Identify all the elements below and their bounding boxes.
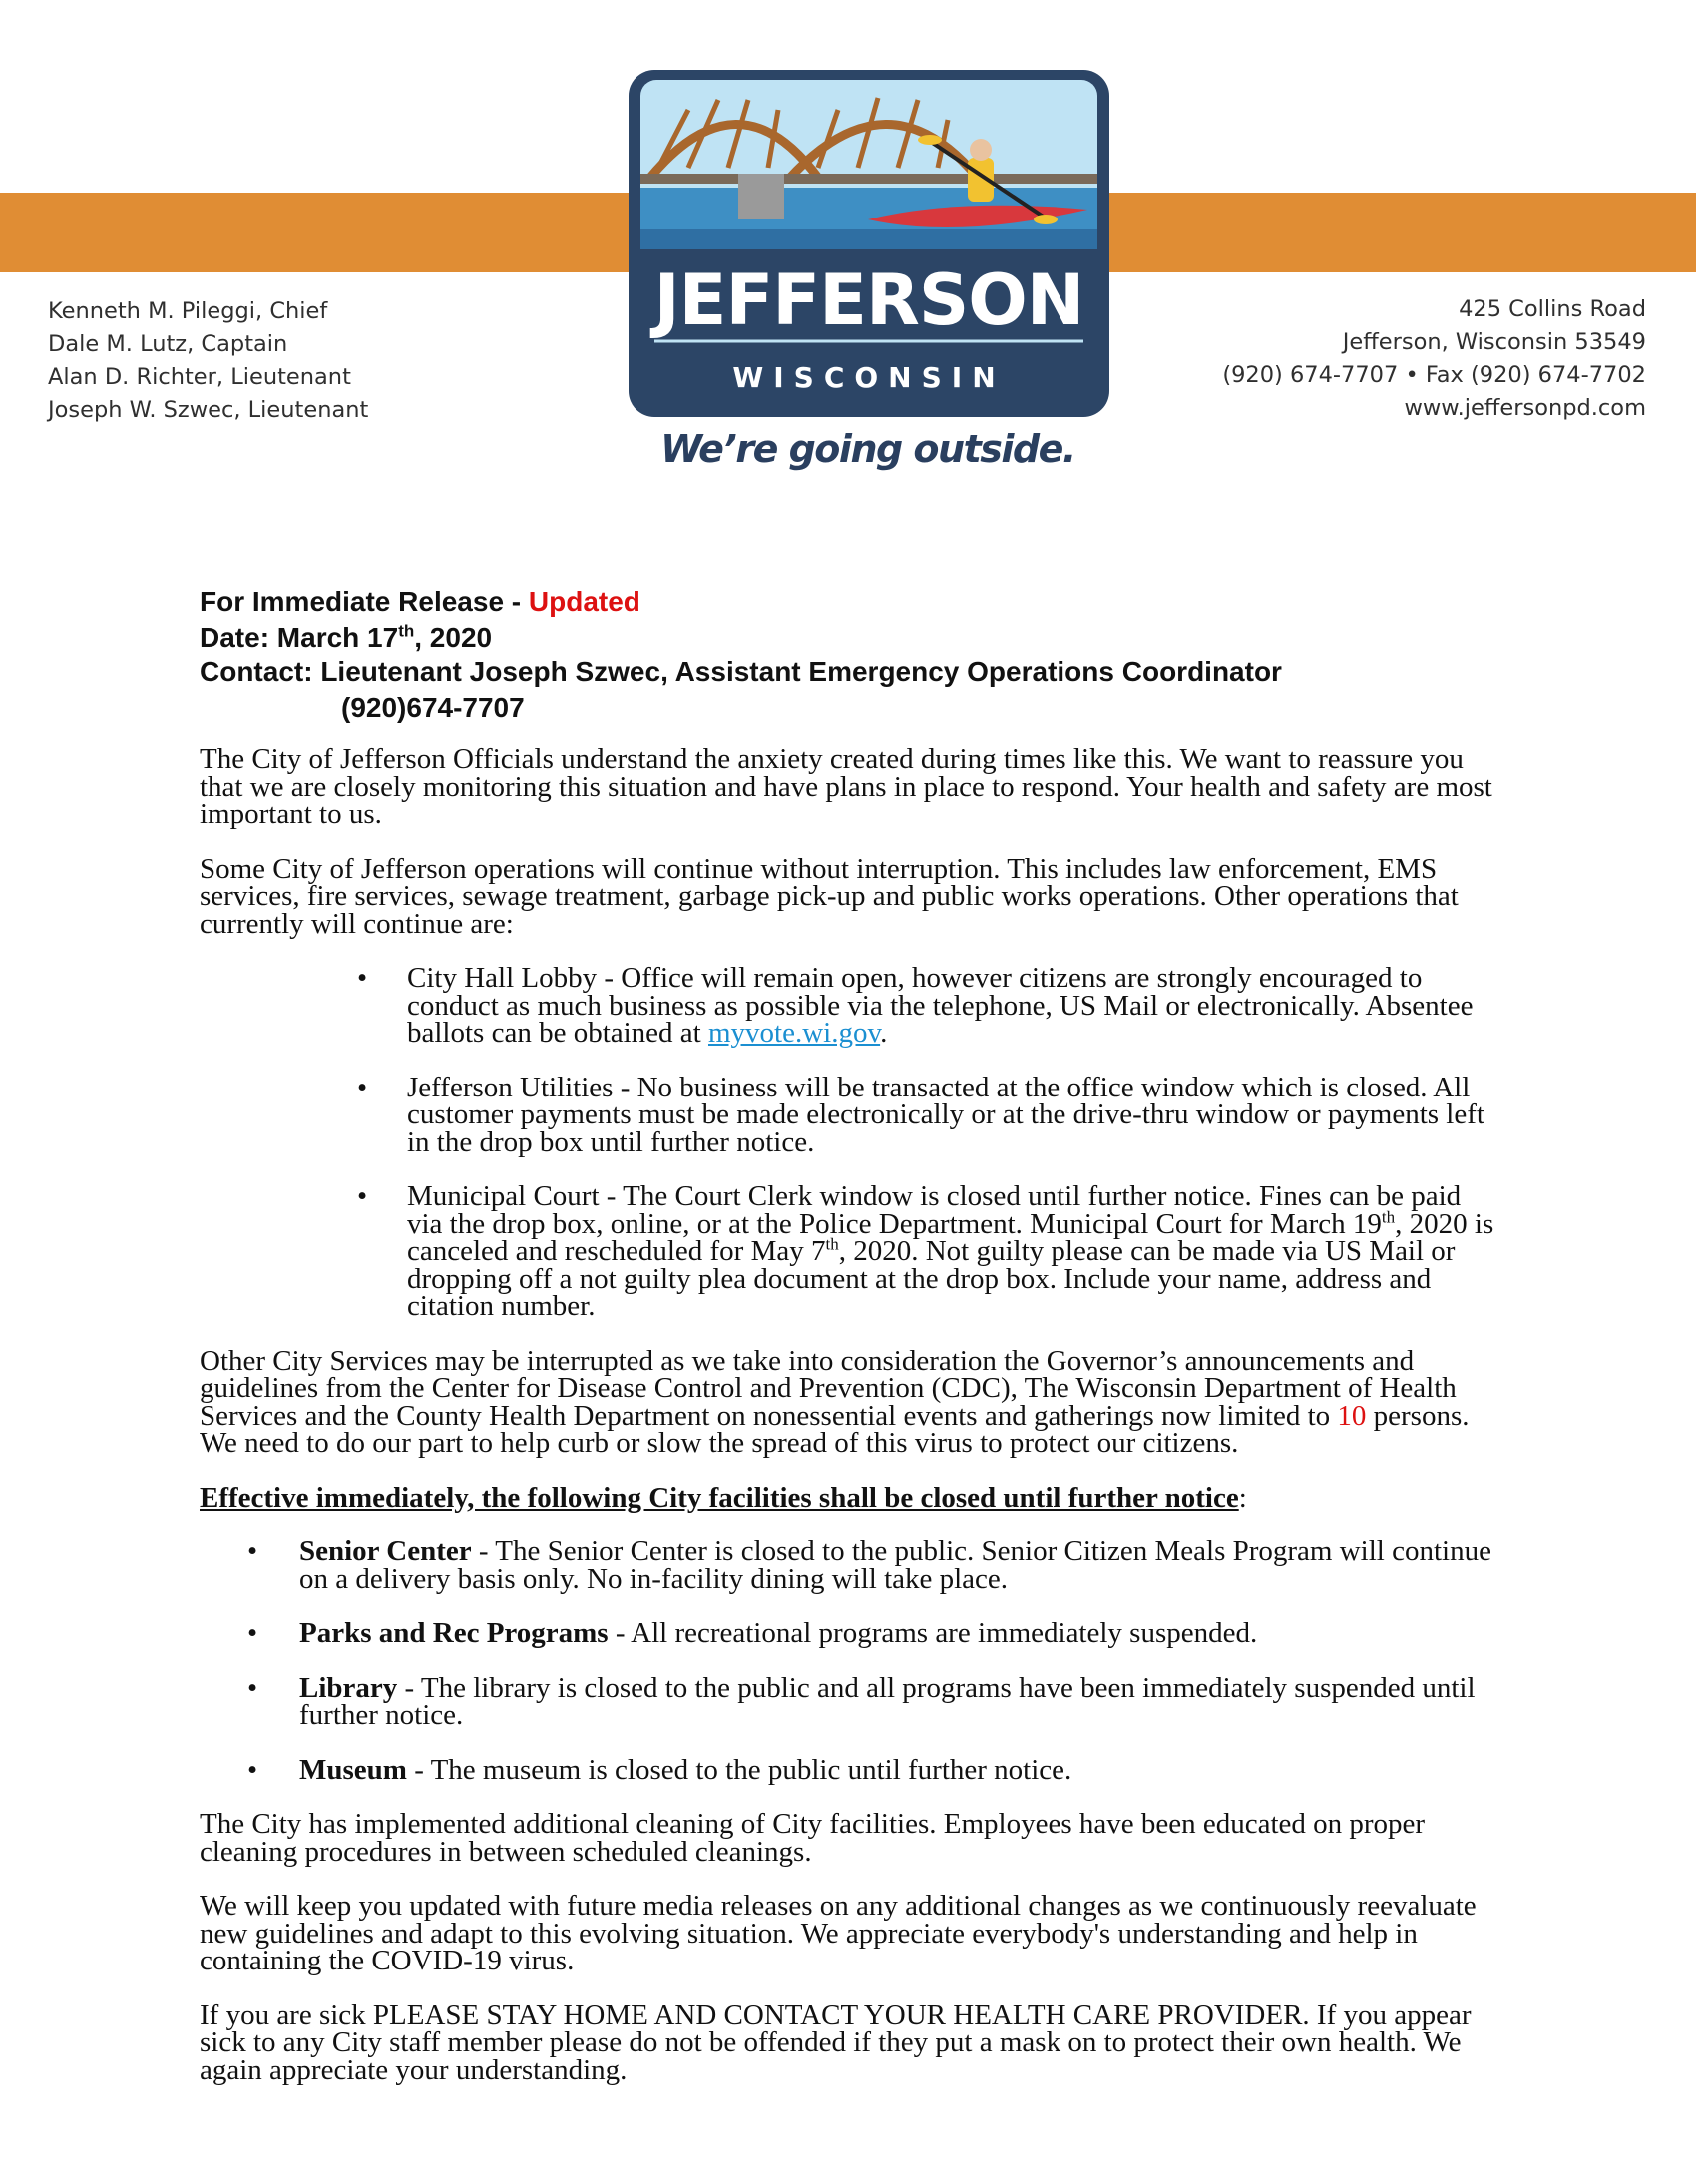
staff-lieutenant-richter: Alan D. Richter, Lieutenant (48, 364, 351, 390)
list-item: • Jefferson Utilities - No business will be transacted at the office window which is closed. All customer payments must be made electronically or at the drive-thru window or payments left in the drop box until further notice. (357, 1071, 1484, 1158)
release-type: For Immediate Release - Updated (200, 586, 640, 617)
street-address: 425 Collins Road (1459, 296, 1646, 322)
closures-heading: Effective immediately, the following City facilities shall be closed until further notice: (200, 1481, 1247, 1514)
staff-lieutenant-szwec: Joseph W. Szwec, Lieutenant (48, 397, 369, 423)
list-item: • Senior Center - The Senior Center is closed to the public. Senior Citizen Meals Program will continue on a delivery basis only. No in-facility dining will take place. (247, 1535, 1491, 1595)
release-contact: Contact: Lieutenant Joseph Szwec, Assistant Emergency Operations Coordinator (200, 656, 1282, 687)
list-item: • City Hall Lobby - Office will remain open, however citizens are strongly encouraged to conduct as much business as possible via the telephone, US Mail or electronically. Absentee ballots can be obtained at myvote.wi.gov. (357, 962, 1474, 1049)
staff-captain: Dale M. Lutz, Captain (48, 331, 288, 357)
bullet-icon: • (357, 1071, 368, 1103)
logo-city-name: JEFFERSON (653, 259, 1084, 341)
services-paragraph: Other City Services may be interrupted as we take into consideration the Governor’s announcements and guidelines from the Center for Disease Control and Prevention (CDC), The Wisconsin Department of Health Services and the County Health Department on nonessential events and gatherings now limited to 10 persons. We need to do our part to help curb or slow the spread of this virus to protect our citizens. (200, 1344, 1470, 1459)
bullet-icon: • (357, 962, 368, 994)
list-item: • Library - The library is closed to the public and all programs have been immediately suspended until further notice. (247, 1671, 1476, 1731)
updates-paragraph: We will keep you updated with future media releases on any additional changes as we continuously reevaluate new guidelines and adapt to this evolving situation. We appreciate everybody's understanding and help in containing the COVID-19 virus. (200, 1890, 1477, 1976)
release-body (200, 743, 1496, 2111)
operations-paragraph: Some City of Jefferson operations will continue without interruption. This includes law enforcement, EMS services, fire services, sewage treatment, garbage pick-up and public works operations. Other operations that currently will continue are: (200, 852, 1459, 940)
operations-list (200, 962, 1496, 1322)
release-date: Date: March 17th, 2020 (200, 621, 493, 653)
staff-chief: Kenneth M. Pileggi, Chief (48, 298, 328, 324)
myvote-link[interactable]: myvote.wi.gov (707, 1017, 881, 1049)
updated-flag: Updated (528, 586, 640, 617)
list-item: • Municipal Court - The Court Clerk window is closed until further notice. Fines can be paid via the drop box, online, or at the Police Department. Municipal Court for March 19th, 2020 is canceled and rescheduled for May 7th, 2020. Not guilty please can be made via US Mail or dropping off a not guilty plea document at the drop box. Include your name, address and citation number. (357, 1180, 1494, 1322)
bullet-icon: • (247, 1617, 258, 1649)
logo-tagline: We’re going outside. (660, 427, 1075, 471)
cleaning-paragraph: The City has implemented additional cleaning of City facilities. Employees have been educated on proper cleaning procedures in between scheduled cleanings. (200, 1808, 1426, 1868)
bullet-icon: • (247, 1753, 258, 1786)
bullet-icon: • (247, 1671, 258, 1704)
city-state-zip: Jefferson, Wisconsin 53549 (1342, 329, 1646, 355)
department-address (1222, 293, 1646, 425)
stay-home-paragraph: If you are sick PLEASE STAY HOME AND CONTACT YOUR HEALTH CARE PROVIDER. If you appear sick to any City staff member please do not be offended if they put a mask on to protect their own health. We again appreciate your understanding. (200, 1998, 1472, 2086)
jefferson-logo (629, 70, 1109, 417)
staff-list (48, 295, 368, 427)
list-item: • Parks and Rec Programs - All recreational programs are immediately suspended. (247, 1617, 1258, 1649)
website: www.jeffersonpd.com (1404, 395, 1646, 421)
release-header (200, 584, 1282, 725)
bullet-icon: • (247, 1535, 258, 1567)
phone-fax: (920) 674-7707 • Fax (920) 674-7702 (1222, 362, 1646, 388)
list-item: • Museum - The museum is closed to the public until further notice. (247, 1753, 1072, 1786)
intro-paragraph: The City of Jefferson Officials understand the anxiety created during times like this. We want to reassure you that we are closely monitoring this situation and have plans in place to respond. Your health and safety are most important to us. (200, 743, 1492, 830)
release-contact-phone: (920)674-7707 (341, 691, 525, 723)
bullet-icon: • (357, 1180, 368, 1212)
gathering-limit: 10 (1337, 1399, 1367, 1432)
closed-facilities-list (200, 1535, 1496, 1786)
logo-state-name: WISCONSIN (732, 361, 1006, 394)
